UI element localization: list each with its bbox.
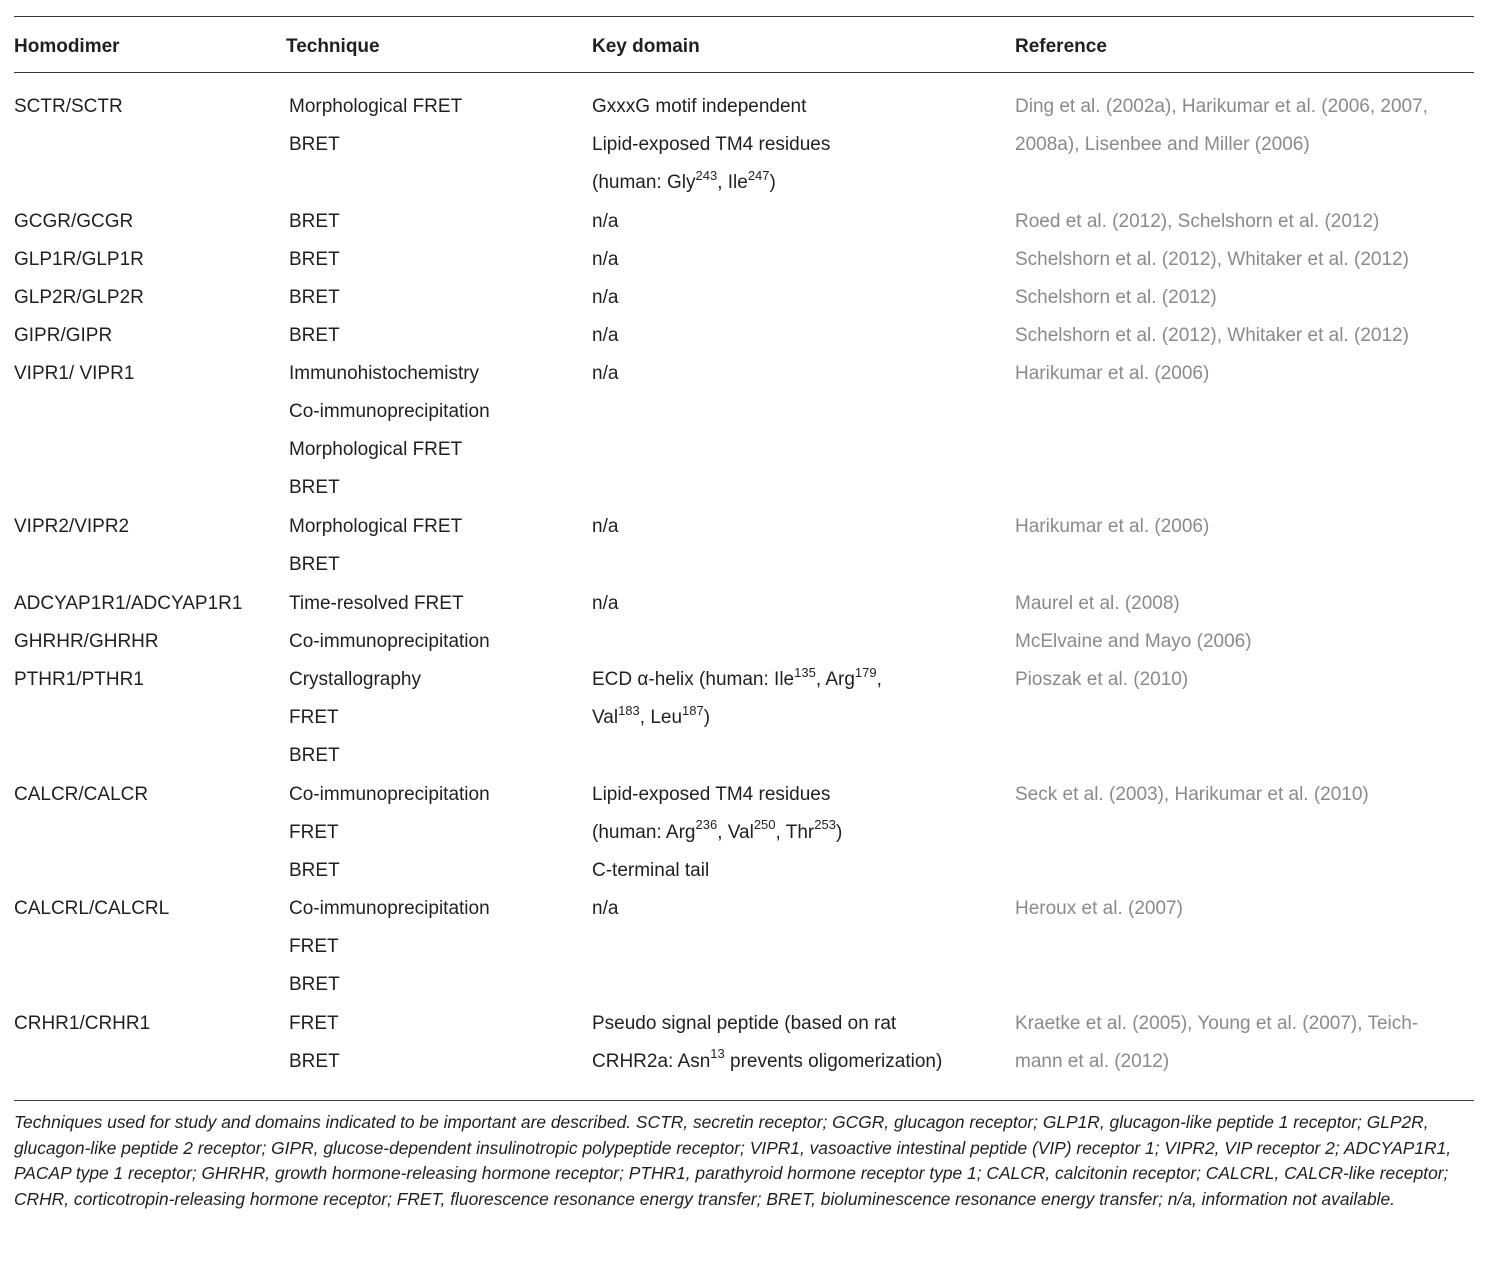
homodimer-name: VIPR1/ VIPR1 (14, 363, 135, 385)
technique-item: BRET (289, 210, 340, 232)
domain-text: Val (592, 707, 619, 728)
homodimer-name: GLP1R/GLP1R (14, 248, 144, 270)
reference-cell (1015, 279, 1470, 317)
key-domain-cell (592, 317, 1002, 355)
header-rule (14, 72, 1474, 73)
technique-item: Crystallography (289, 669, 421, 690)
domain-text: ) (769, 172, 776, 193)
technique-cell (289, 241, 589, 279)
residue-number: 250 (753, 817, 776, 833)
homodimer-name: GLP2R/GLP2R (14, 287, 144, 308)
domain-text: , (876, 669, 882, 690)
reference-link[interactable]: Roed et al. (2012), Schelshorn et al. (2012) (1015, 210, 1380, 232)
homodimer-cell (14, 623, 284, 661)
technique-cell (289, 88, 589, 164)
key-domain-line: Lipid-exposed TM4 residues (592, 134, 831, 155)
key-domain-cell (592, 1005, 1002, 1081)
domain-text: (human: Gly (592, 172, 696, 193)
key-domain-line (592, 814, 1002, 852)
residue-number: 253 (814, 817, 836, 833)
key-domain-line: n/a (592, 516, 619, 538)
technique-cell (289, 585, 589, 623)
technique-item: Co-immunoprecipitation (289, 401, 490, 423)
technique-item: BRET (289, 248, 340, 270)
homodimer-cell (14, 203, 284, 241)
key-domain-line (592, 164, 1002, 202)
residue-number: 135 (794, 664, 816, 680)
homodimer-cell (14, 88, 284, 126)
technique-cell (289, 1005, 589, 1081)
reference-link[interactable]: McElvaine and Mayo (2006) (1015, 630, 1252, 652)
homodimer-name: CALCR/CALCR (14, 783, 149, 805)
key-domain-line (592, 661, 1002, 699)
homodimer-name: PTHR1/PTHR1 (14, 669, 144, 690)
domain-text: (human: Arg (592, 821, 696, 843)
technique-cell (289, 355, 589, 507)
reference-cell (1015, 241, 1470, 279)
reference-cell (1015, 203, 1470, 241)
reference-link[interactable]: Harikumar et al. (2006) (1015, 516, 1210, 538)
technique-item: Time-resolved FRET (289, 592, 464, 614)
technique-item: BRET (289, 859, 340, 881)
domain-text: , Thr (775, 821, 815, 843)
reference-cell (1015, 776, 1470, 814)
residue-number: 243 (695, 167, 718, 183)
technique-item: BRET (289, 477, 340, 499)
key-domain-line: n/a (592, 248, 619, 270)
key-domain-line: n/a (592, 592, 619, 614)
table-footnote: Techniques used for study and domains indicated to be important are described. SCTR, secretin receptor; GCGR, glucagon receptor; GLP1R, glucagon-like peptide 1 receptor; GLP2R, glucagon-like peptide 2 receptor; GIPR, glucose-dependent insulinotropic polypeptide receptor; VIPR1, vasoactive intestinal peptide (VIP) receptor 1; VIPR2, VIP receptor 2; ADCYAP1R1, PACAP type 1 receptor; GHRHR, growth hormone-releasing hormone receptor; PTHR1, parathyroid hormone receptor type 1; CALCR, calcitonin receptor; CALCRL, CALCR-like receptor; CRHR, corticotropin-releasing hormone receptor; FRET, fluorescence resonance energy transfer; BRET, bioluminescence resonance energy transfer; n/a, information not available. (14, 1112, 1452, 1209)
residue-number: 179 (854, 664, 877, 680)
table-top-rule (14, 16, 1474, 17)
key-domain-cell (592, 355, 1002, 393)
reference-cell (1015, 88, 1470, 164)
technique-item: Morphological FRET (289, 439, 463, 461)
reference-cell (1015, 317, 1470, 355)
technique-item: BRET (289, 974, 340, 996)
technique-cell (289, 776, 589, 890)
reference-cell (1015, 890, 1470, 928)
technique-item: Co-immunoprecipitation (289, 898, 490, 920)
reference-cell (1015, 585, 1470, 623)
technique-cell (289, 279, 589, 317)
reference-link[interactable]: Schelshorn et al. (2012), Whitaker et al. (2012) (1015, 248, 1409, 270)
key-domain-cell (592, 241, 1002, 279)
homodimer-name: GCGR/GCGR (14, 210, 134, 232)
domain-text: ECD α-helix (human: Ile (592, 669, 795, 690)
reference-cell (1015, 623, 1470, 661)
domain-text: CRHR2a: Asn (592, 1050, 711, 1072)
key-domain-cell (592, 661, 1002, 737)
domain-text: , Val (717, 821, 754, 843)
table-bottom-rule (14, 1100, 1474, 1101)
technique-cell (289, 317, 589, 355)
key-domain-line: Pseudo signal peptide (based on rat (592, 1012, 897, 1034)
domain-text: , Ile (717, 172, 748, 193)
header-reference: Reference (1015, 36, 1107, 57)
homodimer-cell (14, 776, 284, 814)
technique-item: FRET (289, 1012, 339, 1034)
reference-link[interactable]: 2008a), Lisenbee and Miller (2006) (1015, 134, 1310, 155)
technique-cell (289, 890, 589, 1004)
key-domain-cell (592, 776, 1002, 890)
header-technique: Technique (286, 36, 380, 57)
key-domain-line: n/a (592, 898, 619, 920)
reference-cell (1015, 508, 1470, 546)
residue-number: 187 (682, 702, 704, 718)
technique-item: FRET (289, 936, 339, 958)
residue-number: 247 (747, 167, 770, 183)
technique-cell (289, 508, 589, 584)
homodimer-name: SCTR/SCTR (14, 96, 123, 117)
technique-item: BRET (289, 554, 340, 576)
reference-cell (1015, 661, 1470, 699)
key-domain-cell (592, 508, 1002, 546)
reference-cell (1015, 1005, 1470, 1081)
reference-link[interactable]: Pioszak et al. (2010) (1015, 669, 1189, 690)
reference-link[interactable]: Kraetke et al. (2005), Young et al. (2007), Teich- (1015, 1012, 1419, 1034)
homodimer-cell (14, 661, 284, 699)
key-domain-cell (592, 88, 1002, 202)
technique-item: FRET (289, 707, 339, 728)
homodimer-cell (14, 241, 284, 279)
residue-number: 183 (618, 702, 640, 718)
homodimer-name: VIPR2/VIPR2 (14, 516, 130, 538)
homodimer-cell (14, 1005, 284, 1043)
reference-link[interactable]: Schelshorn et al. (2012) (1015, 287, 1217, 308)
technique-item: BRET (289, 134, 340, 155)
residue-number: 13 (710, 1046, 725, 1062)
domain-text: ) (835, 821, 843, 843)
technique-cell (289, 203, 589, 241)
header-key-domain: Key domain (592, 36, 700, 57)
key-domain-cell (592, 279, 1002, 317)
key-domain-line: GxxxG motif independent (592, 96, 807, 117)
technique-item: Immunohistochemistry (289, 363, 480, 385)
key-domain-line (592, 1043, 1002, 1081)
technique-item: FRET (289, 821, 339, 843)
technique-cell (289, 661, 589, 775)
key-domain-line: n/a (592, 287, 619, 308)
homodimer-name: GHRHR/GHRHR (14, 630, 159, 652)
reference-link[interactable]: Maurel et al. (2008) (1015, 592, 1180, 614)
technique-item: BRET (289, 325, 340, 347)
reference-link[interactable]: Schelshorn et al. (2012), Whitaker et al. (2012) (1015, 325, 1409, 347)
reference-link[interactable]: Harikumar et al. (2006) (1015, 363, 1210, 385)
key-domain-cell (592, 890, 1002, 928)
homodimer-cell (14, 317, 284, 355)
homodimer-cell (14, 890, 284, 928)
technique-item: BRET (289, 1050, 340, 1072)
homodimer-name: CALCRL/CALCRL (14, 898, 170, 920)
technique-item: Co-immunoprecipitation (289, 630, 490, 652)
reference-link[interactable]: mann et al. (2012) (1015, 1050, 1170, 1072)
key-domain-line: n/a (592, 210, 619, 232)
key-domain-cell (592, 585, 1002, 623)
technique-item: BRET (289, 745, 340, 766)
key-domain-line (592, 699, 1002, 737)
homodimer-cell (14, 585, 284, 623)
technique-cell (289, 623, 589, 661)
reference-cell (1015, 355, 1470, 393)
key-domain-line: C-terminal tail (592, 859, 710, 881)
reference-link[interactable]: Heroux et al. (2007) (1015, 898, 1183, 920)
residue-number: 236 (695, 817, 718, 833)
key-domain-line: n/a (592, 325, 619, 347)
technique-item: Morphological FRET (289, 96, 463, 117)
technique-item: Morphological FRET (289, 516, 463, 538)
reference-link[interactable]: Ding et al. (2002a), Harikumar et al. (2006, 2007, (1015, 96, 1428, 117)
reference-link[interactable]: Seck et al. (2003), Harikumar et al. (2010) (1015, 783, 1369, 805)
key-domain-line: n/a (592, 363, 619, 385)
key-domain-cell (592, 203, 1002, 241)
domain-text: prevents oligomerization) (724, 1050, 943, 1072)
homodimer-name: GIPR/GIPR (14, 325, 113, 347)
header-homodimer: Homodimer (14, 36, 120, 57)
homodimer-name: ADCYAP1R1/ADCYAP1R1 (14, 592, 243, 614)
homodimer-cell (14, 355, 284, 393)
homodimer-cell (14, 279, 284, 317)
homodimer-name: CRHR1/CRHR1 (14, 1012, 151, 1034)
domain-text: , Leu (639, 707, 683, 728)
key-domain-line: Lipid-exposed TM4 residues (592, 783, 831, 805)
technique-item: BRET (289, 287, 340, 308)
homodimer-cell (14, 508, 284, 546)
technique-item: Co-immunoprecipitation (289, 783, 490, 805)
domain-text: , Arg (815, 669, 855, 690)
domain-text: ) (703, 707, 711, 728)
